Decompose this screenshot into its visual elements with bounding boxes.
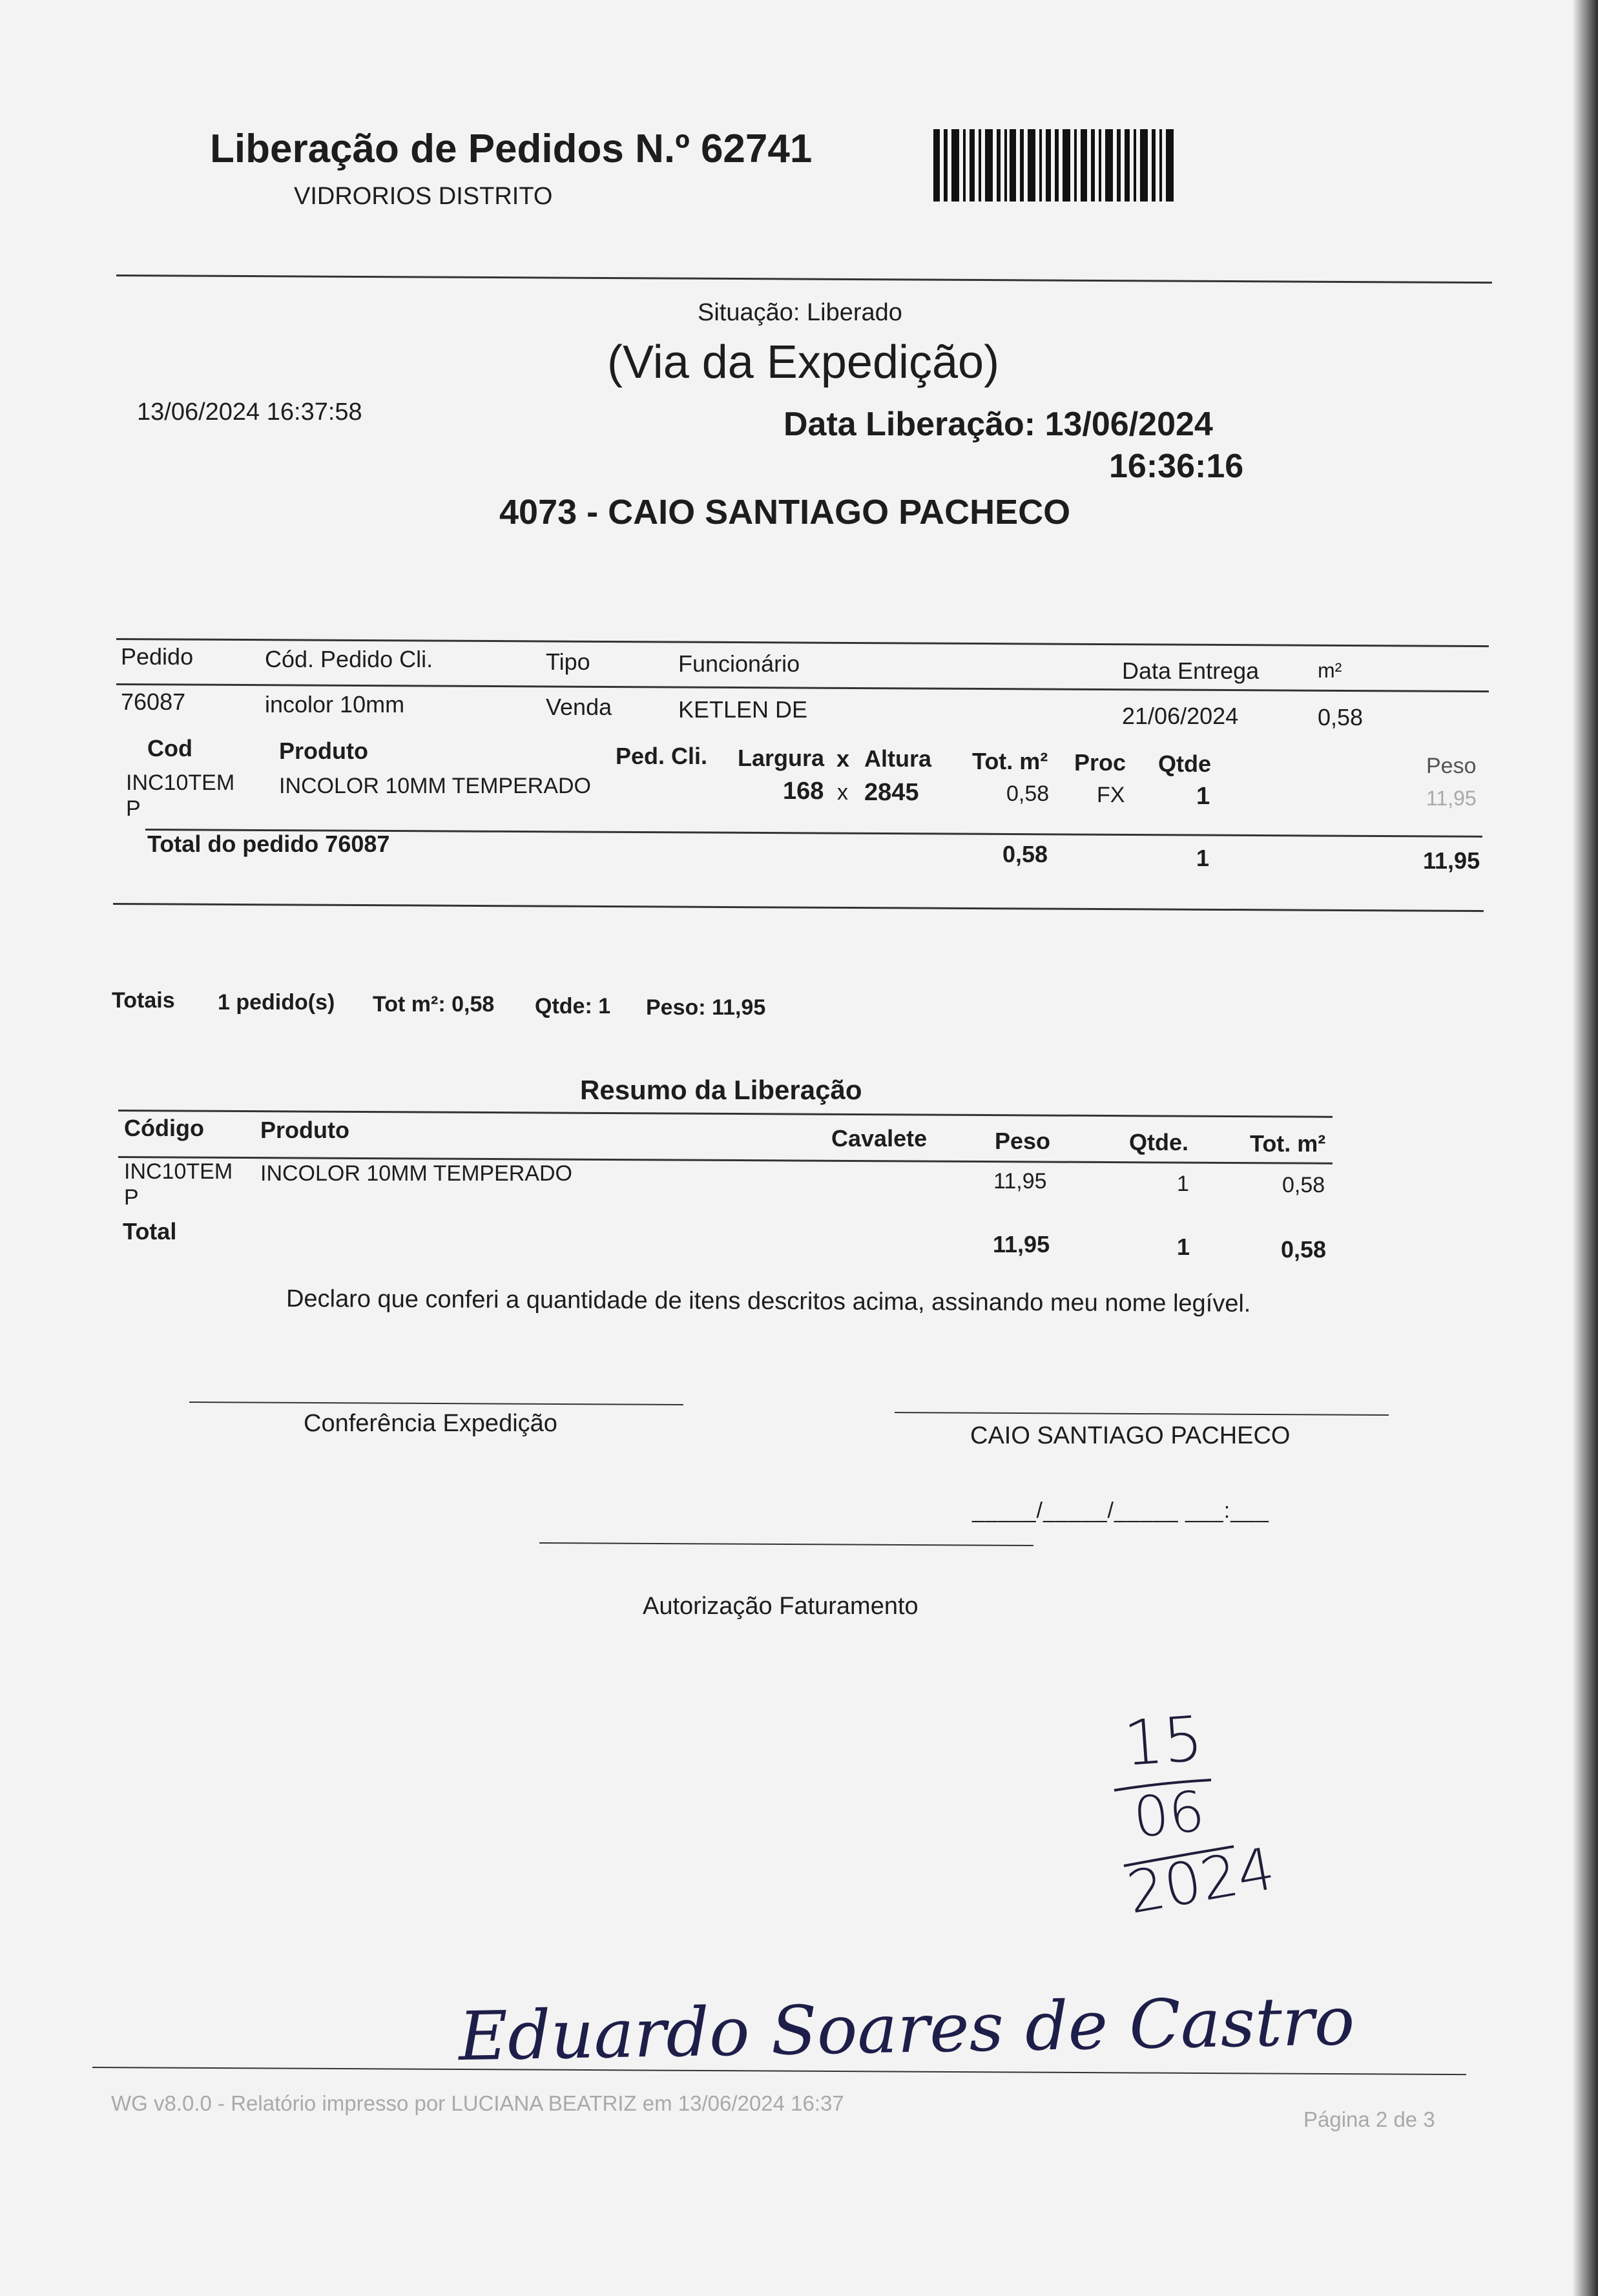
item-tot-m2: 0,58 [1006,781,1050,806]
via-title: (Via da Expedição) [607,336,1000,388]
declaration-text: Declaro que conferi a quantidade de itens descritos acima, assinando meu nome legível. [285,1285,1251,1318]
date-blank-field: _____/_____/_____ ___:___ [972,1498,1269,1523]
summary-header-codigo: Código [124,1115,204,1141]
order-m2: 0,58 [1318,704,1364,730]
item-header-x: x [836,745,850,772]
col-header-cod-pedido-cli: Cód. Pedido Cli. [265,646,433,672]
item-header-cod: Cod [147,735,192,761]
header-divider [116,274,1492,284]
summary-peso: 11,95 [993,1169,1047,1194]
summary-header-tot-m2: Tot. m² [1250,1130,1326,1157]
totals-peso: Peso: 11,95 [646,995,766,1020]
summary-tot-m2: 0,58 [1282,1173,1325,1197]
release-date: Data Liberação: 13/06/2024 [783,406,1213,443]
summary-codigo-line2: P [124,1185,139,1210]
totals-qtde: Qtde: 1 [535,994,611,1019]
item-produto: INCOLOR 10MM TEMPERADO [279,774,592,798]
item-largura: 168 [783,778,824,805]
order-total-peso: 11,95 [1423,847,1480,874]
totals-label: Totais [112,988,175,1013]
totals-pedidos: 1 pedido(s) [218,990,335,1015]
col-header-tipo: Tipo [546,648,590,675]
barcode [933,129,1179,202]
summary-header-produto: Produto [260,1117,349,1143]
autorizacao-signature-line [539,1542,1033,1546]
orders-table-bottom-rule [113,903,1484,912]
order-funcionario: KETLEN DE [678,696,808,723]
handwritten-month: 06 [1130,1779,1208,1851]
order-cod-pedido-cli: incolor 10mm [265,691,405,718]
order-total-tot-m2: 0,58 [1002,841,1048,867]
col-header-funcionario: Funcionário [678,650,800,677]
handwritten-signature: Eduardo Soares de Castro [458,1981,1356,2076]
client-name-title: 4073 - CAIO SANTIAGO PACHECO [499,493,1071,532]
item-cod-line2: P [126,796,141,821]
item-peso: 11,95 [1426,787,1477,810]
item-x: x [837,780,848,805]
order-data-entrega: 21/06/2024 [1122,703,1239,729]
order-total-label: Total do pedido 76087 [147,831,390,857]
item-header-proc: Proc [1074,749,1126,776]
order-tipo: Venda [546,694,612,720]
col-header-m2: m² [1318,659,1342,682]
item-header-peso: Peso [1426,754,1477,778]
summary-total-label: Total [123,1218,177,1245]
item-header-ped-cli: Ped. Cli. [616,743,708,769]
item-proc: FX [1097,783,1125,807]
handwritten-year: 2024 [1122,1834,1280,1928]
scan-edge-shadow [1572,0,1598,2296]
print-datetime: 13/06/2024 16:37:58 [137,398,362,426]
summary-header-peso: Peso [995,1128,1051,1154]
release-time: 16:36:16 [1109,448,1244,485]
conferencia-signature-line [189,1401,683,1405]
col-header-data-entrega: Data Entrega [1122,657,1260,684]
summary-title: Resumo da Liberação [580,1075,862,1105]
company-name: VIDRORIOS DISTRITO [294,183,553,210]
col-header-pedido: Pedido [121,643,194,670]
client-signature-line [895,1412,1389,1416]
summary-header-cavalete: Cavalete [831,1125,928,1152]
summary-total-qtde: 1 [1177,1234,1190,1260]
item-header-produto: Produto [279,738,368,764]
client-signature-name: CAIO SANTIAGO PACHECO [970,1422,1291,1449]
item-header-tot-m2: Tot. m² [972,748,1048,774]
handwritten-day: 15 [1121,1702,1205,1781]
order-pedido: 76087 [121,688,186,715]
summary-total-tot-m2: 0,58 [1281,1236,1327,1263]
item-cod [126,770,234,822]
item-header-qtde: Qtde [1158,750,1212,777]
summary-codigo-line1: INC10TEM [124,1159,233,1184]
summary-header-qtde: Qtde. [1129,1129,1189,1155]
document-title: Liberação de Pedidos N.º 62741 [210,127,813,171]
item-header-altura: Altura [864,745,932,772]
summary-qtde: 1 [1177,1172,1189,1196]
item-cod-line1: INC10TEM [126,771,235,795]
item-qtde: 1 [1196,783,1210,810]
footer-page-number: Página 2 de 3 [1303,2107,1435,2131]
totals-tot-m2: Tot m²: 0,58 [373,992,495,1017]
summary-total-peso: 11,95 [993,1231,1050,1257]
item-header-largura: Largura [738,745,825,771]
footer-printed-by: WG v8.0.0 - Relatório impresso por LUCIANA BEATRIZ em 13/06/2024 16:37 [111,2091,844,2115]
summary-codigo [124,1159,233,1210]
autorizacao-label: Autorização Faturamento [643,1593,918,1620]
summary-produto: INCOLOR 10MM TEMPERADO [260,1161,573,1186]
order-total-qtde: 1 [1196,845,1210,871]
conferencia-label: Conferência Expedição [304,1410,557,1437]
status-text: Situação: Liberado [698,299,902,326]
item-altura: 2845 [864,779,919,806]
